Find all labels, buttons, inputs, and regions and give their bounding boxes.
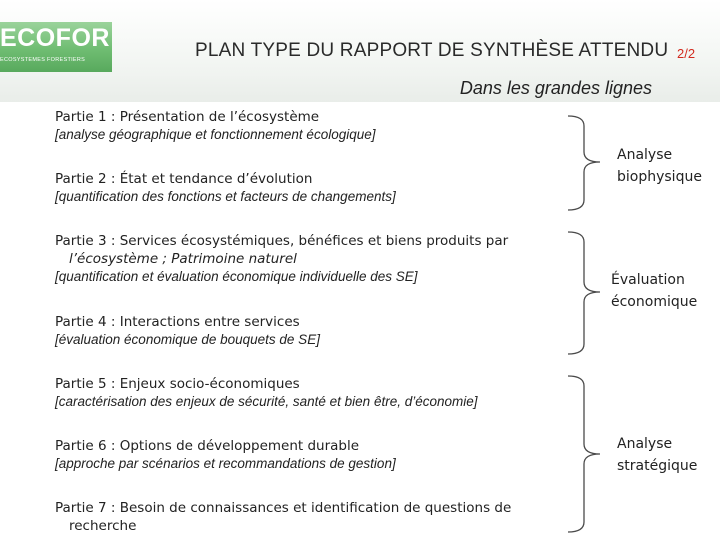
group-evaluation-economique <box>611 269 697 313</box>
part-description: [analyse géographique et fonctionnement écologique] <box>55 127 376 142</box>
part-title: Partie 4 : Interactions entre services <box>55 314 300 330</box>
part-description: [évaluation économique de bouquets de SE] <box>55 332 320 347</box>
part-title-continuation: l’écosystème ; Patrimoine naturel <box>69 251 297 267</box>
page-title: PLAN TYPE DU RAPPORT DE SYNTHÈSE ATTENDU <box>195 40 669 61</box>
logo <box>0 22 112 72</box>
group-analyse-biophysique <box>617 144 702 188</box>
part-7 <box>55 499 560 535</box>
group-label-line: Analyse <box>617 147 673 163</box>
group-label-line: biophysique <box>617 169 702 185</box>
part-title: Partie 5 : Enjeux socio-économiques <box>55 376 300 392</box>
logo-subtitle: ECOSYSTEMES FORESTIERS <box>0 57 86 63</box>
page-subtitle: Dans les grandes lignes <box>459 78 652 98</box>
brace-strategique <box>562 372 612 538</box>
part-3 <box>55 232 560 286</box>
part-5 <box>55 375 560 411</box>
part-title: Partie 2 : État et tendance d’évolution <box>55 171 313 187</box>
part-description: [quantification des fonctions et facteurs de changements] <box>55 189 396 204</box>
logo-text: ECOFOR <box>0 24 110 52</box>
brace-economique <box>562 228 612 358</box>
part-2 <box>55 170 560 206</box>
part-description: [caractérisation des enjeux de sécurité, santé et bien être, d’économie] <box>55 394 478 409</box>
group-label-line: économique <box>611 294 698 310</box>
part-1 <box>55 108 560 144</box>
group-analyse-strategique <box>617 433 697 477</box>
part-title: Partie 7 : Besoin de connaissances et identification de questions de <box>55 500 512 516</box>
page-number: 2/2 <box>677 46 696 61</box>
part-6 <box>55 437 560 473</box>
part-description: [quantification et évaluation économique individuelle des SE] <box>55 269 418 284</box>
group-label-line: stratégique <box>617 458 698 474</box>
group-label-line: Analyse <box>617 436 673 452</box>
part-title-continuation: recherche <box>69 518 137 534</box>
part-description: [approche par scénarios et recommandations de gestion] <box>55 456 396 471</box>
part-title: Partie 6 : Options de développement durable <box>55 438 360 454</box>
brace-biophysique <box>562 112 612 214</box>
part-4 <box>55 313 560 349</box>
part-title: Partie 3 : Services écosystémiques, bénéfices et biens produits par <box>55 233 509 249</box>
group-label-line: Évaluation <box>611 272 685 288</box>
part-title: Partie 1 : Présentation de l’écosystème <box>55 109 320 125</box>
header-band <box>0 0 720 102</box>
